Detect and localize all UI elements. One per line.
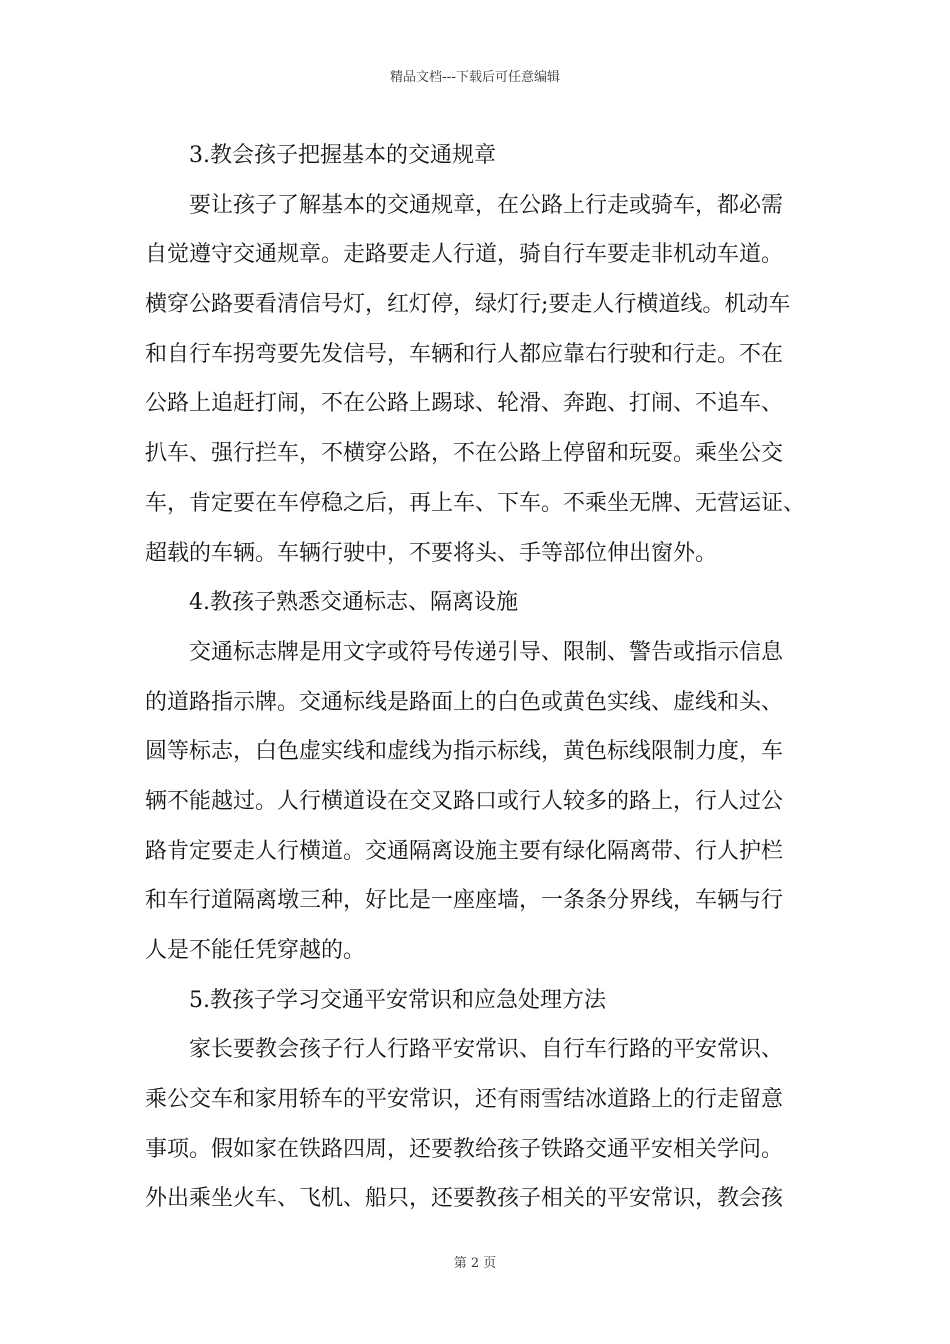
- paragraph-line: 外出乘坐火车、飞机、船只，还要教孩子相关的平安常识，教会孩: [145, 1186, 784, 1212]
- paragraph-line: 辆不能越过。人行横道设在交叉路口或行人较多的路上，行人过公: [145, 788, 784, 814]
- heading-5: 5.教孩子学习交通平安常识和应急处理方法: [189, 987, 606, 1013]
- paragraph-line: 要让孩子了解基本的交通规章，在公路上行走或骑车，都必需: [189, 192, 784, 218]
- paragraph-line: 圆等标志，白色虚实线和虚线为指示标线，黄色标线限制力度，车: [145, 739, 784, 765]
- paragraph-line: 自觉遵守交通规章。走路要走人行道，骑自行车要走非机动车道。: [145, 242, 784, 268]
- paragraph-line: 超载的车辆。车辆行驶中，不要将头、手等部位伸出窗外。: [145, 540, 718, 566]
- paragraph-line: 的道路指示牌。交通标线是路面上的白色或黄色实线、虚线和头、: [145, 689, 784, 715]
- paragraph-line: 和自行车拐弯要先发信号，车辆和行人都应靠右行驶和行走。不在: [145, 341, 784, 367]
- heading-3: 3.教会孩子把握基本的交通规章: [189, 143, 496, 168]
- document-body: [145, 131, 835, 1224]
- paragraph-line: 家长要教会孩子行人行路平安常识、自行车行路的平安常识、: [189, 1037, 784, 1063]
- paragraph-line: 人是不能任凭穿越的。: [145, 938, 366, 963]
- paragraph-line: 和车行道隔离墩三种，好比是一座座墙，一条条分界线，车辆与行: [145, 888, 784, 914]
- heading-4: 4.教孩子熟悉交通标志、隔离设施: [189, 590, 518, 616]
- paragraph-line: 公路上追赶打闹，不在公路上踢球、轮滑、奔跑、打闹、不追车、: [145, 391, 784, 417]
- paragraph-line: 事项。假如家在铁路四周，还要教给孩子铁路交通平安相关学问。: [145, 1136, 784, 1162]
- paragraph-line: 路肯定要走人行横道。交通隔离设施主要有绿化隔离带、行人护栏: [145, 838, 784, 864]
- paragraph-line: 横穿公路要看清信号灯，红灯停，绿灯行;要走人行横道线。机动车: [145, 292, 791, 318]
- paragraph-line: 车，肯定要在车停稳之后，再上车、下车。不乘坐无牌、无营运证、: [145, 490, 806, 516]
- paragraph-line: 乘公交车和家用轿车的平安常识，还有雨雪结冰道路上的行走留意: [145, 1087, 784, 1113]
- paragraph-line: 交通标志牌是用文字或符号传递引导、限制、警告或指示信息: [189, 639, 784, 665]
- page-number: 第 2 页: [453, 1256, 497, 1271]
- page-header: 精品文档---下载后可任意编辑: [389, 70, 561, 85]
- paragraph-line: 扒车、强行拦车，不横穿公路，不在公路上停留和玩耍。乘坐公交: [145, 441, 784, 467]
